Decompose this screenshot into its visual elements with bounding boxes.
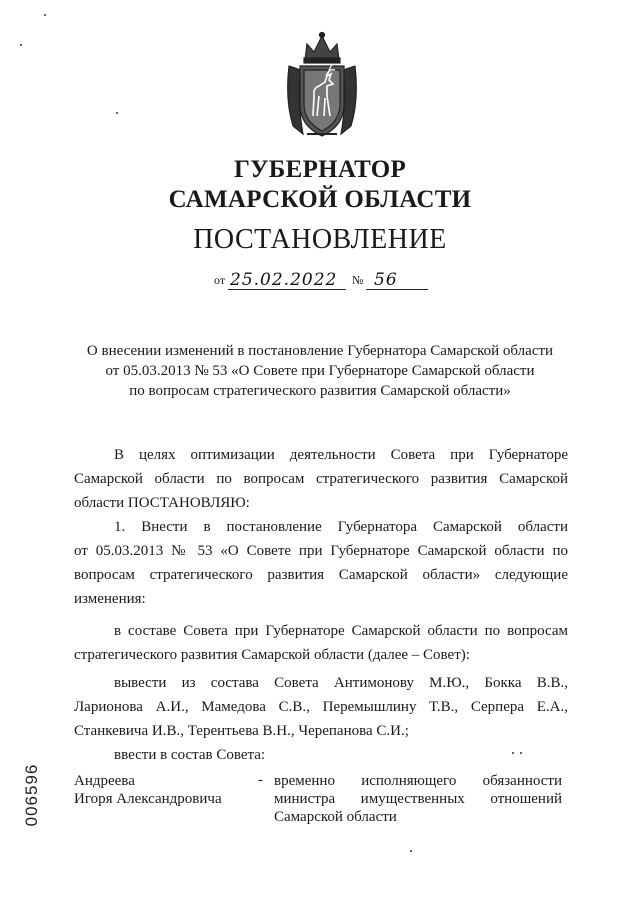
member-position [274,772,562,826]
member-dash: - [258,772,263,788]
paragraph-line: области ПОСТАНОВЛЯЮ: [74,495,250,511]
subject-line: по вопросам стратегического развития Самарской области» [129,383,511,399]
scan-speck [520,752,522,754]
position-line: Самарской области [274,809,397,825]
paragraph-line: вывести из состава Совета Антимонову М.Ю., Бокка В.В., [114,675,568,691]
subject-line: О внесении изменений в постановление Губернатора Самарской области [86,343,554,359]
serial-number-stamp: 006596 [22,763,41,827]
date-label: от [214,273,226,287]
position-line: временно исполняющего обязанности [274,773,562,789]
date-value: 25.02.2022 [230,270,338,290]
position-line: министра имущественных отношений [274,791,562,807]
document-type-heading: ПОСТАНОВЛЕНИЕ [193,224,447,255]
body-paragraph-2 [74,515,568,611]
member-surname: Андреева [74,773,135,789]
paragraph-line: В целях оптимизации деятельности Совета при Губернаторе [114,447,568,463]
body-paragraph-3 [74,619,568,667]
decree-date-number [214,268,434,290]
number-label: № [352,273,364,287]
paragraph-line: от 05.03.2013 № 53 «О Совете при Губернаторе Самарской области по [74,543,568,559]
paragraph-line: Станкевича И.В., Терентьева В.Н., Черепанова С.И.; [74,723,409,739]
authority-title-line2: САМАРСКОЙ ОБЛАСТИ [168,186,472,213]
body-paragraph-4 [74,671,568,743]
subject-line: от 05.03.2013 № 53 «О Совете при Губернаторе Самарской области [105,363,535,379]
member-name [74,772,254,808]
scan-speck [20,44,22,46]
paragraph-line: ввести в состав Совета: [114,747,266,763]
paragraph-line: вопросам стратегического развития Самарской области» следующие [74,567,568,583]
body-paragraph-1 [74,443,568,515]
paragraph-line: изменения: [74,591,146,607]
number-value: 56 [374,270,398,290]
scan-speck [410,850,412,852]
paragraph-line: Ларионова А.И., Мамедова С.В., Перемышлину Т.В., Серпера Е.А., [74,699,568,715]
authority-title-line1: ГУБЕРНАТОР [233,156,407,183]
member-given-names: Игоря Александровича [74,791,222,807]
scan-speck [512,752,514,754]
scan-speck [116,112,118,114]
body-paragraph-5 [74,743,568,767]
paragraph-line: Самарской области по вопросам стратегического развития Самарской [74,471,568,487]
coat-of-arms-emblem [283,30,361,142]
paragraph-line: в составе Совета при Губернаторе Самарской области по вопросам [114,623,568,639]
decree-subject [60,341,580,401]
scan-speck [44,14,46,16]
paragraph-line: 1. Внести в постановление Губернатора Самарской области [114,519,568,535]
paragraph-line: стратегического развития Самарской области (далее – Совет): [74,647,470,663]
